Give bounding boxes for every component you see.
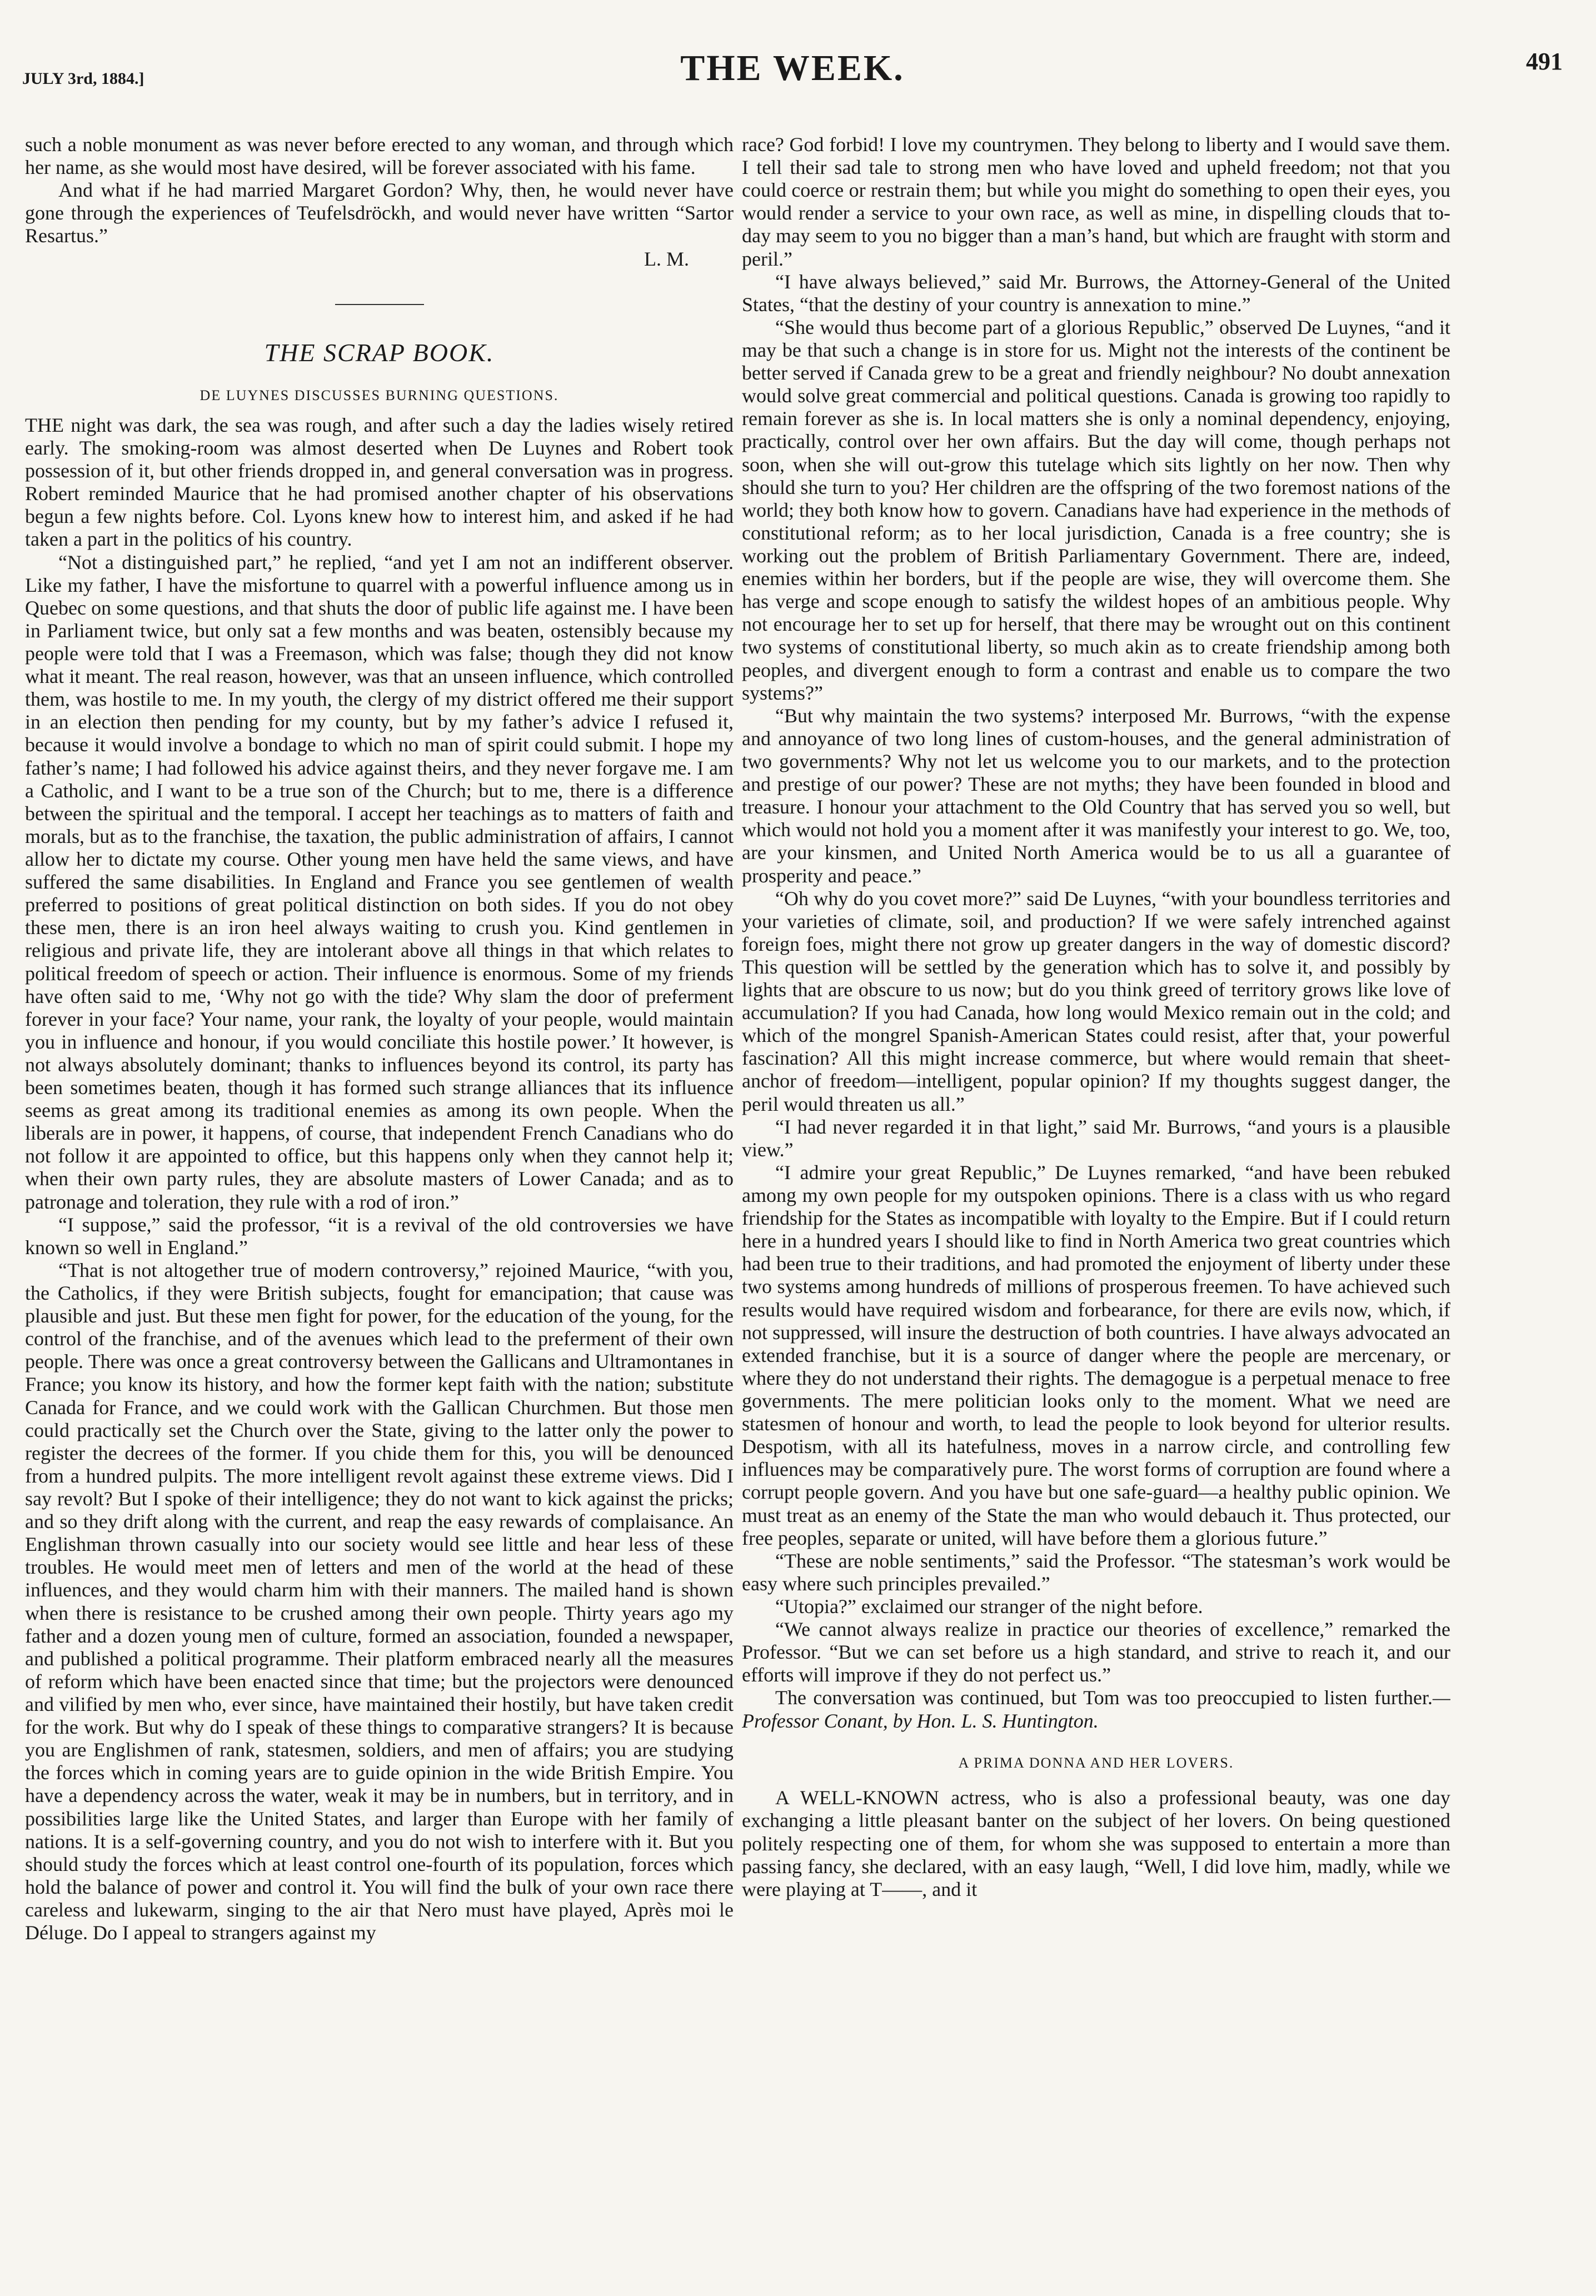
section-divider bbox=[335, 304, 424, 305]
article-paragraph: “We cannot always realize in practice our theories of excellence,” remarked the Professor. “But we can set before us a high standard, and strive to reach it, and our efforts will improve if they do not perfect us.” bbox=[742, 1618, 1450, 1686]
section-title: THE SCRAP BOOK. bbox=[264, 338, 495, 367]
page-number: 491 bbox=[1526, 48, 1563, 75]
intro-paragraph: And what if he had married Margaret Gordon? Why, then, he would never have gone through the experiences of Teufelsdröckh, and would never have written “Sartor Resartus.” bbox=[25, 179, 734, 247]
article-paragraph: “That is not altogether true of modern controversy,” rejoined Maurice, “with you, the Catholics, if they were British subjects, fought for emancipation; that cause was plausible and just. But these men fight for power, for the education of the young, for the control of the franchise, and of the avenues which lead to the preferment of their own people. There was once a great controversy between the Gallicans and Ultramontanes in France; you know its history, and how the former kept faith with the nation; substitute Canada for France, and we could work with the Gallican Churchmen. But those men could practically set the Church over the State, giving to the latter only the power to register the decrees of the former. If you chide them for this, you will be denounced from a hundred pulpits. The more intelligent revolt against these extreme views. Did I say revolt? But I spoke of their intelligence; they do not want to kick against the pricks; and so they drift along with the current, and reap the easy rewards of complaisance. An Englishman thrown casually into our society would see little and hear less of these troubles. He would meet men of letters and men of the world at the head of these influences, and they would charm him with their manners. The mailed hand is shown when there is resistance to be crushed among their own people. Thirty years ago my father and a dozen young men of culture, formed an association, founded a newspaper, and published a political programme. Their platform embraced nearly all the measures of reform which have been enacted since that time; but the projectors were denounced and vilified by men who, ever since, have maintained their hostily, but have taken credit for the work. But why do I speak of these things to comparative strangers? It is because you are Englishmen of rank, statesmen, soldiers, and men of affairs; you are studying the forces which in coming years are to guide opinion in the wide British Empire. You have a dependency across the water, weak it may be in numbers, but in territory, and in possibilities large like the United States, and larger than Europe with her family of nations. It is a self-governing country, and you do not wish to interfere with it. But you should study the forces which at least control one-fourth of its population, forces which hold the balance of power and control it. You will find the bulk of your own race there careless and lukewarm, singing to the air that Nero must have played, Après moi le Déluge. Do I appeal to strangers against my bbox=[25, 1259, 734, 1944]
author-signature: L. M. bbox=[644, 247, 689, 270]
article-paragraph: “Utopia?” exclaimed our stranger of the night before. bbox=[775, 1595, 1203, 1618]
left-column bbox=[25, 133, 734, 2278]
intro-paragraph: such a noble monument as was never before erected to any woman, and through which her name, as she would most have desired, will be forever associated with his fame. bbox=[25, 133, 734, 179]
page-header bbox=[22, 47, 1563, 92]
article-paragraph: “These are noble sentiments,” said the Professor. “The statesman’s work would be easy where such principles prevailed.” bbox=[742, 1549, 1450, 1595]
article-paragraph: “I admire your great Republic,” De Luynes remarked, “and have been rebuked among my own people for my outspoken opinions. There is a class with us who regard friendship for the States as incompatible with loyalty to the Empire. But if I could return here in a hundred years I should like to find in North America two great countries which had been true to their traditions, and had promoted the enjoyment of liberty under these two systems among hundreds of millions of prosperous freemen. To have achieved such results would have required wisdom and forbearance, for there are evils now, which, if not suppressed, will insure the destruction of both countries. I have always advocated an extended franchise, but it is a source of danger where the people are mercenary, or where they do not understand their rights. The demagogue is a perpetual menace to free governments. The mere politician looks only to the moment. What we need are statesmen of honour and worth, to lead the people to look beyond for ulterior results. Despotism, with all its hatefulness, moves in a narrow circle, and controlling few influences may be comparatively pure. The worst forms of corruption are found where a corrupt people govern. And you have but one safe-guard—a healthy public opinion. We must treat as an enemy of the State the man who would debauch it. Thus protected, our free peoples, separate or united, will have before them a glorious future.” bbox=[742, 1161, 1450, 1549]
article-source: —Professor Conant, by Hon. L. S. Huntington. bbox=[742, 1686, 1450, 1732]
issue-date: JULY 3rd, 1884.] bbox=[22, 69, 144, 88]
article-title: DE LUYNES DISCUSSES BURNING QUESTIONS. bbox=[200, 387, 559, 404]
article-paragraph: “But why maintain the two systems? interposed Mr. Burrows, “with the expense and annoyance of two long lines of custom-houses, and the general administration of two governments? Why not let us welcome you to our markets, and to the protection and prestige of our power? These are not myths; they have been founded in blood and treasure. I honour your attachment to the Old Country that has served you so well, but which would not hold you a moment after it was manifestly your interest to go. We, too, are your kinsmen, and United North America would be to us all a guarantee of prosperity and peace.” bbox=[742, 704, 1450, 887]
article-paragraph: “I had never regarded it in that light,” said Mr. Burrows, “and yours is a plausible view.” bbox=[742, 1115, 1450, 1161]
article-paragraph: A WELL-KNOWN actress, who is also a professional beauty, was one day exchanging a little pleasant banter on the subject of her lovers. On being questioned politely respecting one of them, for whom she was supposed to entertain a more than passing fancy, she declared, with an easy laugh, “Well, I did love him, madly, while we were playing at T——, and it bbox=[742, 1786, 1450, 1900]
article-paragraph: “Oh why do you covet more?” said De Luynes, “with your boundless territories and your varieties of climate, soil, and production? If we were safely intrenched against foreign foes, might there not grow up greater dangers in the way of domestic discord? This question will be settled by the generation which has to solve it, and possibly by lights that are obscure to us now; but do you think greed of territory grows like love of accumulation? If you had Canada, how long would Mexico remain out in the cold; and which of the mongrel Spanish-American States could resist, after that, your powerful fascination? All this might increase commerce, but where would remain that sheet-anchor of freedom—intelligent, popular opinion? If my thoughts suggest danger, the peril would threaten us all.” bbox=[742, 887, 1450, 1115]
article-paragraph bbox=[742, 1686, 1450, 1732]
article-paragraph: “I have always believed,” said Mr. Burrows, the Attorney-General of the United States, “that the destiny of your country is annexation to mine.” bbox=[742, 270, 1450, 316]
article-paragraph: “I suppose,” said the professor, “it is a revival of the old controversies we have known so well in England.” bbox=[25, 1213, 734, 1259]
closing-sentence: The conversation was continued, but Tom was too preoccupied to listen further. bbox=[775, 1686, 1433, 1709]
article-paragraph: THE night was dark, the sea was rough, and after such a day the ladies wisely retired early. The smoking-room was almost deserted when De Luynes and Robert took possession of it, but other friends dropped in, and general conversation was in progress. Robert reminded Maurice that he had promised another chapter of his observations begun a few nights before. Col. Lyons knew how to interest him, and asked if he had taken a part in the politics of his country. bbox=[25, 413, 734, 551]
article-paragraph: “Not a distinguished part,” he replied, “and yet I am not an indifferent observer. Like my father, I have the misfortune to quarrel with a powerful influence among us in Quebec on some questions, and that shuts the door of public life against me. I have been in Parliament twice, but only sat a few months and was beaten, ostensibly because my people were told that I was a Freemason, which was false; though they did not know what it meant. The real reason, however, was that an unseen influence, which controlled them, was hostile to me. In my youth, the clergy of my district offered me their support in an election then pending for my county, but by my father’s advice I refused it, because it would involve a bondage to which no man of spirit could submit. I hope my father’s name; I had followed his advice against theirs, and they never forgave me. I am a Catholic, and I want to be a true son of the Church; but to me, there is a difference between the spiritual and the temporal. I accept her teachings as to matters of faith and morals, but as to the franchise, the taxation, the public administration of affairs, I cannot allow her to dictate my course. Other young men have held the same views, and have suffered the same disabilities. In England and France you see gentlemen of wealth preferred to positions of great political distinction on both sides. If you do not obey these men, there is an iron heel always waiting to crush you. Kind gentlemen in religious and private life, they are intolerant above all things in that which relates to political freedom of speech or action. Their influence is enormous. Some of my friends have often said to me, ‘Why not go with the tide? Why slam the door of preferment forever in your face? Your name, your rank, the loyalty of your people, would maintain you in influence and honour, if you would conciliate this hostile power.’ It however, is not always absolutely dominant; thanks to influences beyond its control, its party has been sometimes beaten, though it has formed such strange alliances that its influence seems as great among its traditional enemies as among its own people. When the liberals are in power, it happens, of course, that independent French Canadians who do not follow it are appointed to office, but this happens only when they cannot help it; when their own party rules, they are absolute masters of Lower Canada; and as to patronage and toleration, they rule with a rod of iron.” bbox=[25, 551, 734, 1213]
second-article-title: A PRIMA DONNA AND HER LOVERS. bbox=[958, 1754, 1234, 1771]
article-paragraph: “She would thus become part of a glorious Republic,” observed De Luynes, “and it may be that such a change is in store for us. Might not the interests of the continent be better served if Canada grew to be a great and friendly neighbour? No doubt annexation would solve great commercial and political questions. Canada is growing too rapidly to remain forever as she is. In local matters she is only a nominal dependency, enjoying, practically, control over her own affairs. But the day will come, though perhaps not soon, when she will out-grow this tutelage which sits lightly on her now. Then why should she turn to you? Her children are the offspring of the two foremost nations of the world; they both know how to govern. Canadians have had experience in the methods of constitutional reform; as to her local jurisdiction, Canada is a free country; she is working out the problem of British Parliamentary Government. There are, indeed, enemies within her borders, but if the people are wise, they will overcome them. She has verge and scope enough to satisfy the wildest hopes of an ambitious people. Why not encourage her to set up for herself, that there may be wrought out on this continent two systems of constitutional liberty, so much akin as to create friendship among both peoples, and divergent enough to form a contrast and enable us to compare the two systems?” bbox=[742, 316, 1450, 704]
masthead-title: THE WEEK. bbox=[680, 48, 905, 88]
article-paragraph: race? God forbid! I love my countrymen. They belong to liberty and I would save them. I tell their sad tale to strong men who have loved and upheld freedom; not that you could coerce or restrain them; but while you might do something to open their eyes, you would render a service to your own race, as well as mine, in dispelling clouds that to-day may seem to you no bigger than a man’s hand, but which are fraught with storm and peril.” bbox=[742, 133, 1450, 270]
right-column bbox=[742, 133, 1450, 2278]
